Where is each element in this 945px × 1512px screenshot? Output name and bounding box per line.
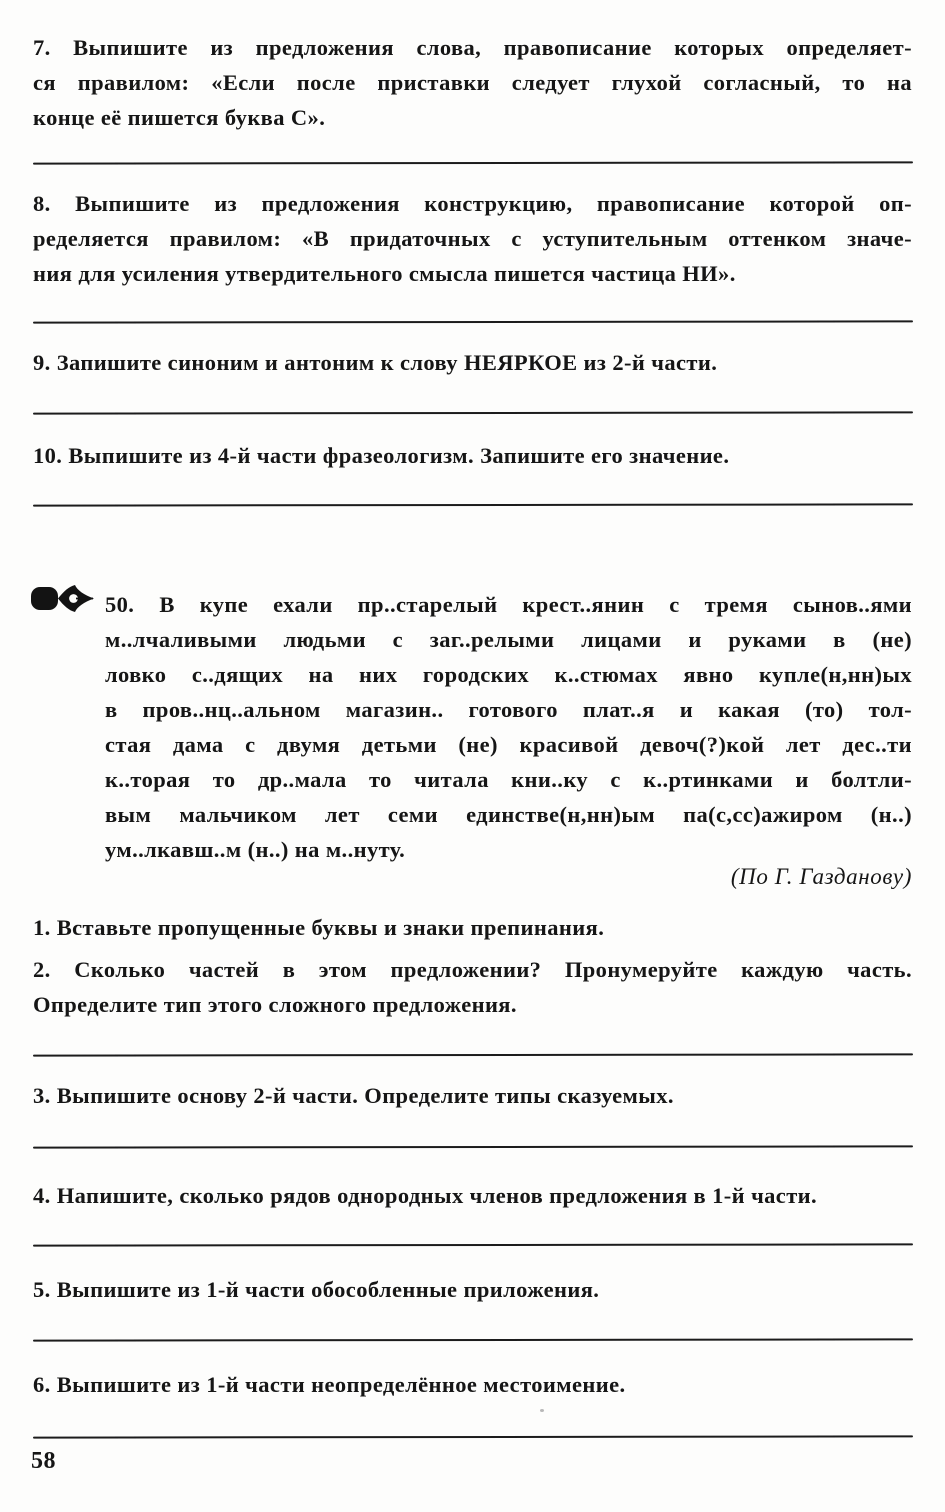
task-7-paragraph xyxy=(33,30,912,135)
exercise-50-line-3: ловко с..дящих на них городских к..стюмах явно купле(н,нн)ых xyxy=(105,662,912,687)
subtask-4-line: 4. Напишите, сколько рядов однородных членов предложения в 1-й части. xyxy=(33,1183,818,1208)
exercise-50-line-4: в пров..нц..альном магазин.. готового плат..я и какая (то) тол- xyxy=(105,697,912,722)
exercise-50-line-6: к..торая то др..мала то читала кни..ку с к..ртинками и болтли- xyxy=(105,767,912,792)
answer-line xyxy=(33,411,913,414)
subtask-5-paragraph xyxy=(33,1272,912,1307)
task-8-line-3: ния для усиления утвердительного смысла пишется частица НИ». xyxy=(33,261,736,286)
exercise-50-line-1: 50. В купе ехали пр..старелый крест..янин с тремя сынов..ями xyxy=(105,592,912,617)
task-9-line: 9. Запишите синоним и антоним к слову НЕЯРКОЕ из 2-й части. xyxy=(33,350,718,375)
exercise-50-line-5: стая дама с двумя детьми (не) красивой девоч(?)кой лет дес..ти xyxy=(105,732,912,757)
subtask-5-line: 5. Выпишите из 1-й части обособленные приложения. xyxy=(33,1277,600,1302)
subtask-2-line-1: 2. Сколько частей в этом предложении? Пронумеруйте каждую часть. xyxy=(33,957,912,982)
task-10-line: 10. Выпишите из 4-й части фразеологизм. Запишите его значение. xyxy=(33,443,730,468)
task-9-paragraph xyxy=(33,345,912,380)
task-7-line-1: 7. Выпишите из предложения слова, правописание которых определяет- xyxy=(33,35,912,60)
answer-line xyxy=(33,1053,913,1056)
subtask-3-line: 3. Выпишите основу 2-й части. Определите типы сказуемых. xyxy=(33,1083,674,1108)
answer-line xyxy=(33,1145,913,1148)
task-8-line-1: 8. Выпишите из предложения конструкцию, правописание которой оп- xyxy=(33,191,912,216)
answer-line xyxy=(33,1243,913,1246)
task-8-paragraph xyxy=(33,186,912,291)
subtask-2-paragraph xyxy=(33,952,912,1022)
exercise-50-paragraph xyxy=(105,587,912,867)
subtask-2-line-2: Определите тип этого сложного предложения. xyxy=(33,992,517,1017)
attribution: (По Г. Газданову) xyxy=(730,864,912,889)
answer-line xyxy=(33,320,913,323)
answer-line xyxy=(33,161,913,164)
subtask-1-paragraph xyxy=(33,910,912,945)
answer-line xyxy=(33,1338,913,1341)
exercise-50-line-8: ум..лкавш..м (н..) на м..нуту. xyxy=(105,837,406,862)
scan-speck xyxy=(540,1409,544,1412)
pen-nib-icon xyxy=(30,582,96,614)
subtask-4-paragraph xyxy=(33,1178,912,1213)
exercise-50-line-7: вым мальчиком лет семи единстве(н,нн)ым па(с,сс)ажиром (н..) xyxy=(105,802,912,827)
answer-line xyxy=(33,1435,913,1438)
task-7-line-3: конце её пишется буква С». xyxy=(33,105,326,130)
task-7-line-2: ся правилом: «Если после приставки следует глухой согласный, то на xyxy=(33,70,912,95)
subtask-6-paragraph xyxy=(33,1367,912,1402)
page-number: 58 xyxy=(31,1448,56,1474)
subtask-3-paragraph xyxy=(33,1078,912,1113)
exercise-50-line-2: м..лчаливыми людьми с заг..релыми лицами и руками в (не) xyxy=(105,627,912,652)
subtask-6-line: 6. Выпишите из 1-й части неопределённое местоимение. xyxy=(33,1372,626,1397)
subtask-1-line: 1. Вставьте пропущенные буквы и знаки препинания. xyxy=(33,915,605,940)
task-10-paragraph xyxy=(33,438,912,473)
task-8-line-2: ределяется правилом: «В придаточных с уступительным оттенком значе- xyxy=(33,226,912,251)
answer-line xyxy=(33,503,913,506)
